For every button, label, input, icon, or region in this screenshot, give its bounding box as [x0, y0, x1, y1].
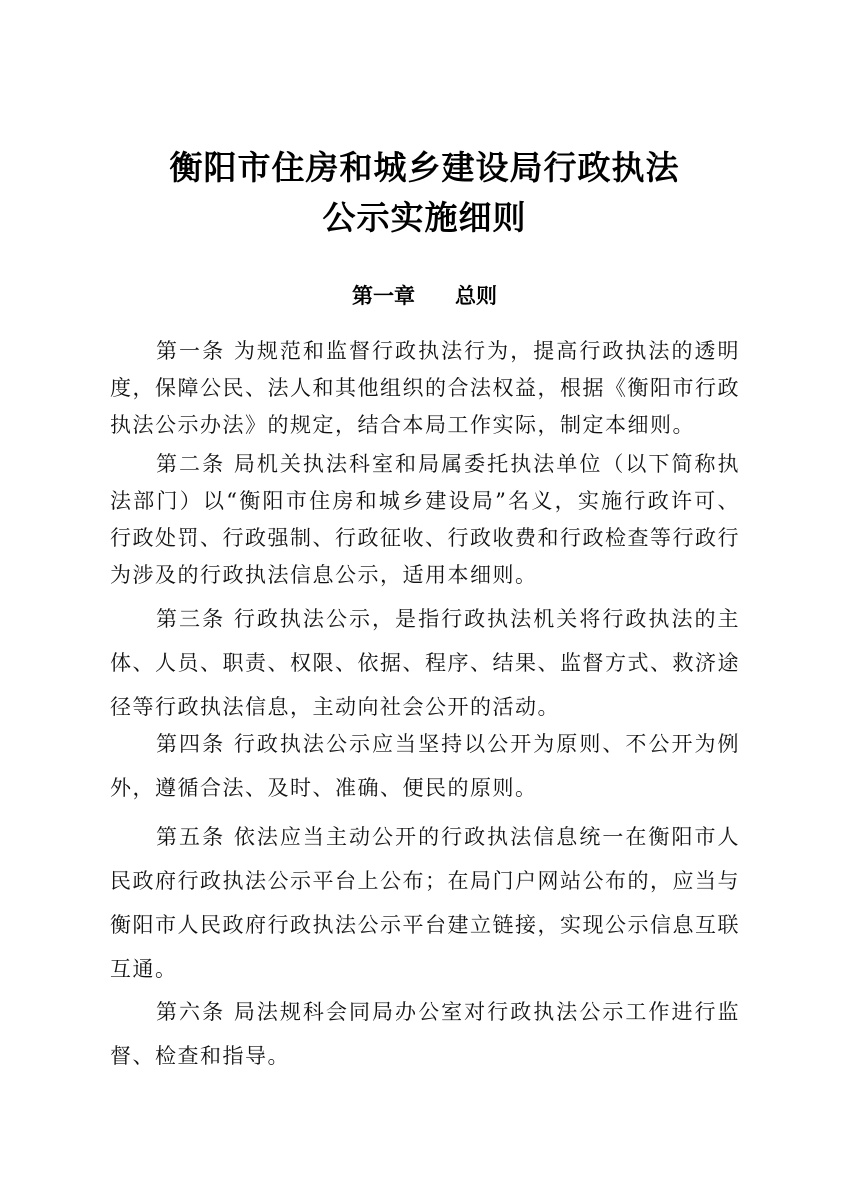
article-1-label: 第一条 [156, 339, 226, 363]
article-4-text: 行政执法公示应当坚持以公开为原则、不公开为例外，遵循合法、及时、准确、便民的原则。 [110, 732, 741, 800]
article-2-label: 第二条 [156, 452, 226, 476]
article-4-label: 第四条 [156, 732, 226, 756]
article-5-text: 依法应当主动公开的行政执法信息统一在衡阳市人民政府行政执法公示平台上公布；在局门户网站公布的，应当与衡阳市人民政府行政执法公示平台建立链接，实现公示信息互联互通。 [110, 825, 741, 981]
article-3-label: 第三条 [156, 607, 226, 631]
document-title-line-1: 衡阳市住房和城乡建设局行政执法 [169, 148, 680, 187]
article-2 [110, 446, 740, 594]
article-5-label: 第五条 [156, 825, 226, 849]
chapter-heading [0, 280, 849, 312]
article-2-text: 局机关执法科室和局属委托执法单位（以下简称执法部门）以“衡阳市住房和城乡建设局”名义，实施行政许可、行政处罚、行政强制、行政征收、行政收费和行政检查等行政行为涉及的行政执法信息公示，适用本细则。 [110, 452, 741, 587]
document-title-line-2: 公示实施细则 [322, 198, 527, 237]
article-6 [110, 990, 740, 1078]
article-5 [110, 815, 740, 991]
article-3 [110, 597, 740, 729]
chapter-number: 第一章 [352, 284, 415, 308]
article-4 [110, 722, 740, 810]
article-6-text: 局法规科会同局办公室对行政执法公示工作进行监督、检查和指导。 [110, 1000, 741, 1068]
chapter-name: 总则 [455, 284, 497, 308]
article-3-text: 行政执法公示，是指行政执法机关将行政执法的主体、人员、职责、权限、依据、程序、结果、监督方式、救济途径等行政执法信息，主动向社会公开的活动。 [110, 607, 741, 719]
article-1 [110, 333, 740, 444]
article-6-label: 第六条 [156, 1000, 226, 1024]
article-1-text: 为规范和监督行政执法行为，提高行政执法的透明度，保障公民、法人和其他组织的合法权益，根据《衡阳市行政执法公示办法》的规定，结合本局工作实际，制定本细则。 [110, 339, 741, 437]
